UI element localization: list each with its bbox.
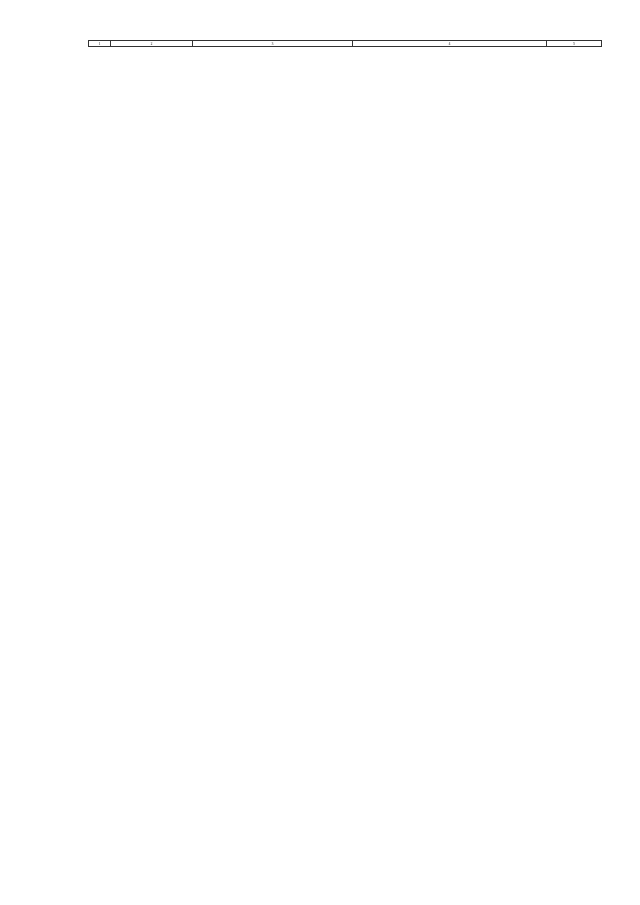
column-header: 2 [111, 41, 193, 47]
page-number [0, 20, 640, 27]
column-header: 4 [353, 41, 547, 47]
column-header: 3 [193, 41, 353, 47]
data-table-frame [88, 40, 601, 47]
column-header: 5 [547, 41, 602, 47]
data-table [88, 40, 602, 47]
column-header: 1 [89, 41, 111, 47]
table-header [89, 41, 602, 47]
